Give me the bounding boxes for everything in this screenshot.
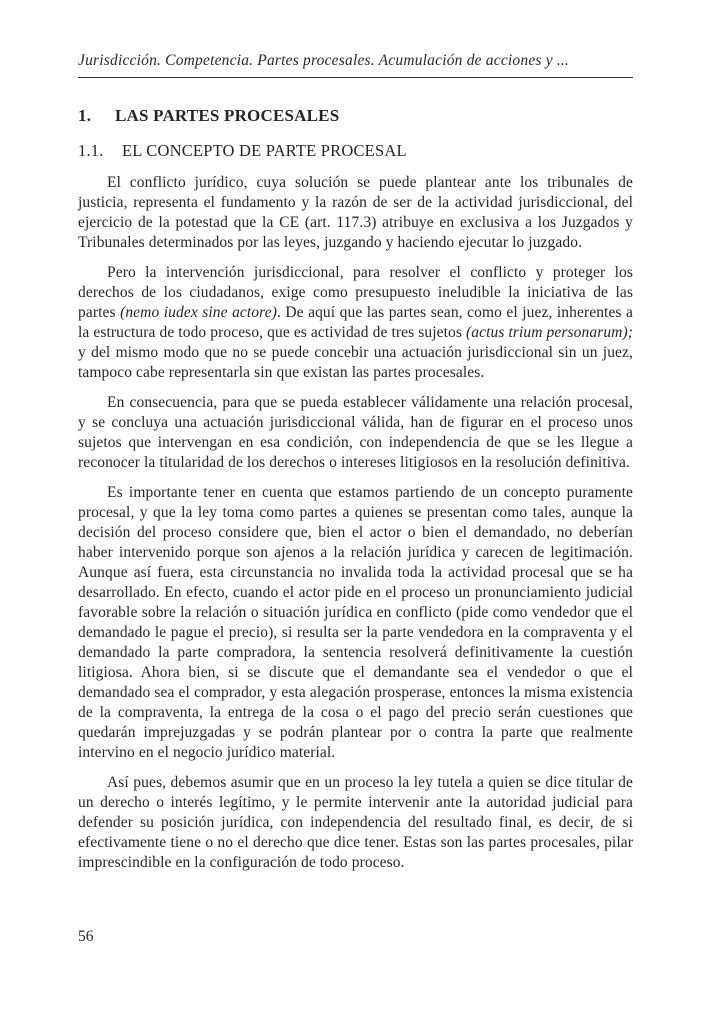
- paragraph: [78, 773, 633, 873]
- page-number: 56: [78, 928, 94, 945]
- paragraph-text: Es importante tener en cuenta que estamos partiendo de un concepto puramente procesal, y que la ley toma como partes a quienes se presentan como tales, aunque la decisión del proceso considere que, bien el actor o bien el demandado, no deberían haber intervenido porque son ajenos a la relación jurídica y carecen de legitimación. Aunque así fuera, esta circunstancia no invalida toda la actividad procesal que se ha desarrollado. En efecto, cuando el actor pide en el proceso un pronunciamiento judicial favorable sobre la relación o situación jurídica en conflicto (pide como vendedor que el demandado le pague el precio), si resulta ser la parte vendedora en la compraventa y el demandado la parte compradora, la sentencia resolverá definitivamente la cuestión litigiosa. Ahora bien, si se discute que el demandante sea el vendedor o que el demandado sea el comprador, y esta alegación prosperase, entonces la misma existencia de la compraventa, la entrega de la cosa o el pago del precio serán cuestiones que quedarán imprejuzgadas y se podrán plantear por o contra la parte que realmente intervino en el negocio jurídico material.: [78, 484, 633, 761]
- paragraph: [78, 483, 633, 763]
- subsection-number: 1.1.: [78, 141, 104, 160]
- paragraph-text: Así pues, debemos asumir que en un proceso la ley tutela a quien se dice titular de un derecho o interés legítimo, y le permite intervenir ante la autoridad judicial para defender su posición jurídica, con independencia del resultado final, es decir, de si efectivamente tiene o no el derecho que dice tener. Estas son las partes procesales, pilar imprescindible en la configuración de todo proceso.: [78, 774, 633, 871]
- paragraph-text: El conflicto jurídico, cuya solución se puede plantear ante los tribunales de justicia, representa el fundamento y la razón de ser de la actividad jurisdiccional, del ejercicio de la potestad que la CE (art. 117.3) atribuye en exclusiva a los Juzgados y Tribunales determinados por las leyes, juzgando y haciendo ejecutar lo juzgado.: [78, 174, 633, 251]
- paragraph: [78, 173, 633, 253]
- paragraph-text: Pero la intervención jurisdiccional, para resolver el conflicto y proteger los derechos de los ciudadanos, exige como presupuesto ineludible la iniciativa de las partes: [78, 264, 633, 321]
- paragraph-text: . De aquí que las partes sean, como el juez, inherentes a la estructura de todo proceso, que es actividad de tres sujetos: [78, 304, 633, 341]
- paragraph-text-italic: (actus trium personarum);: [465, 324, 633, 341]
- running-header-text: Jurisdicción. Competencia. Partes procesales. Acumulación de acciones y ...: [78, 52, 570, 69]
- paragraph: [78, 393, 633, 473]
- text-block: [78, 52, 633, 883]
- subsection-heading: [78, 141, 633, 160]
- running-header: [78, 52, 633, 78]
- section-title: LAS PARTES PROCESALES: [115, 106, 340, 125]
- paragraph-text: En consecuencia, para que se pueda establecer válidamente una relación procesal, y se concluya una actuación jurisdiccional válida, han de figurar en el proceso unos sujetos que intervengan en esa condición, con independencia de que se les llegue a reconocer la titularidad de los derechos o intereses litigiosos en la resolución definitiva.: [78, 394, 633, 471]
- paragraph-text-italic: (nemo iudex sine actore): [120, 304, 277, 321]
- paragraph-text: y del mismo modo que no se puede concebir una actuación jurisdiccional sin un juez, tampoco cabe representarla sin que existan las partes procesales.: [78, 344, 633, 381]
- section-heading: [78, 106, 633, 125]
- paragraph: [78, 263, 633, 383]
- paragraphs: [78, 173, 633, 873]
- section-number: 1.: [78, 106, 92, 125]
- subsection-title: EL CONCEPTO DE PARTE PROCESAL: [122, 141, 407, 160]
